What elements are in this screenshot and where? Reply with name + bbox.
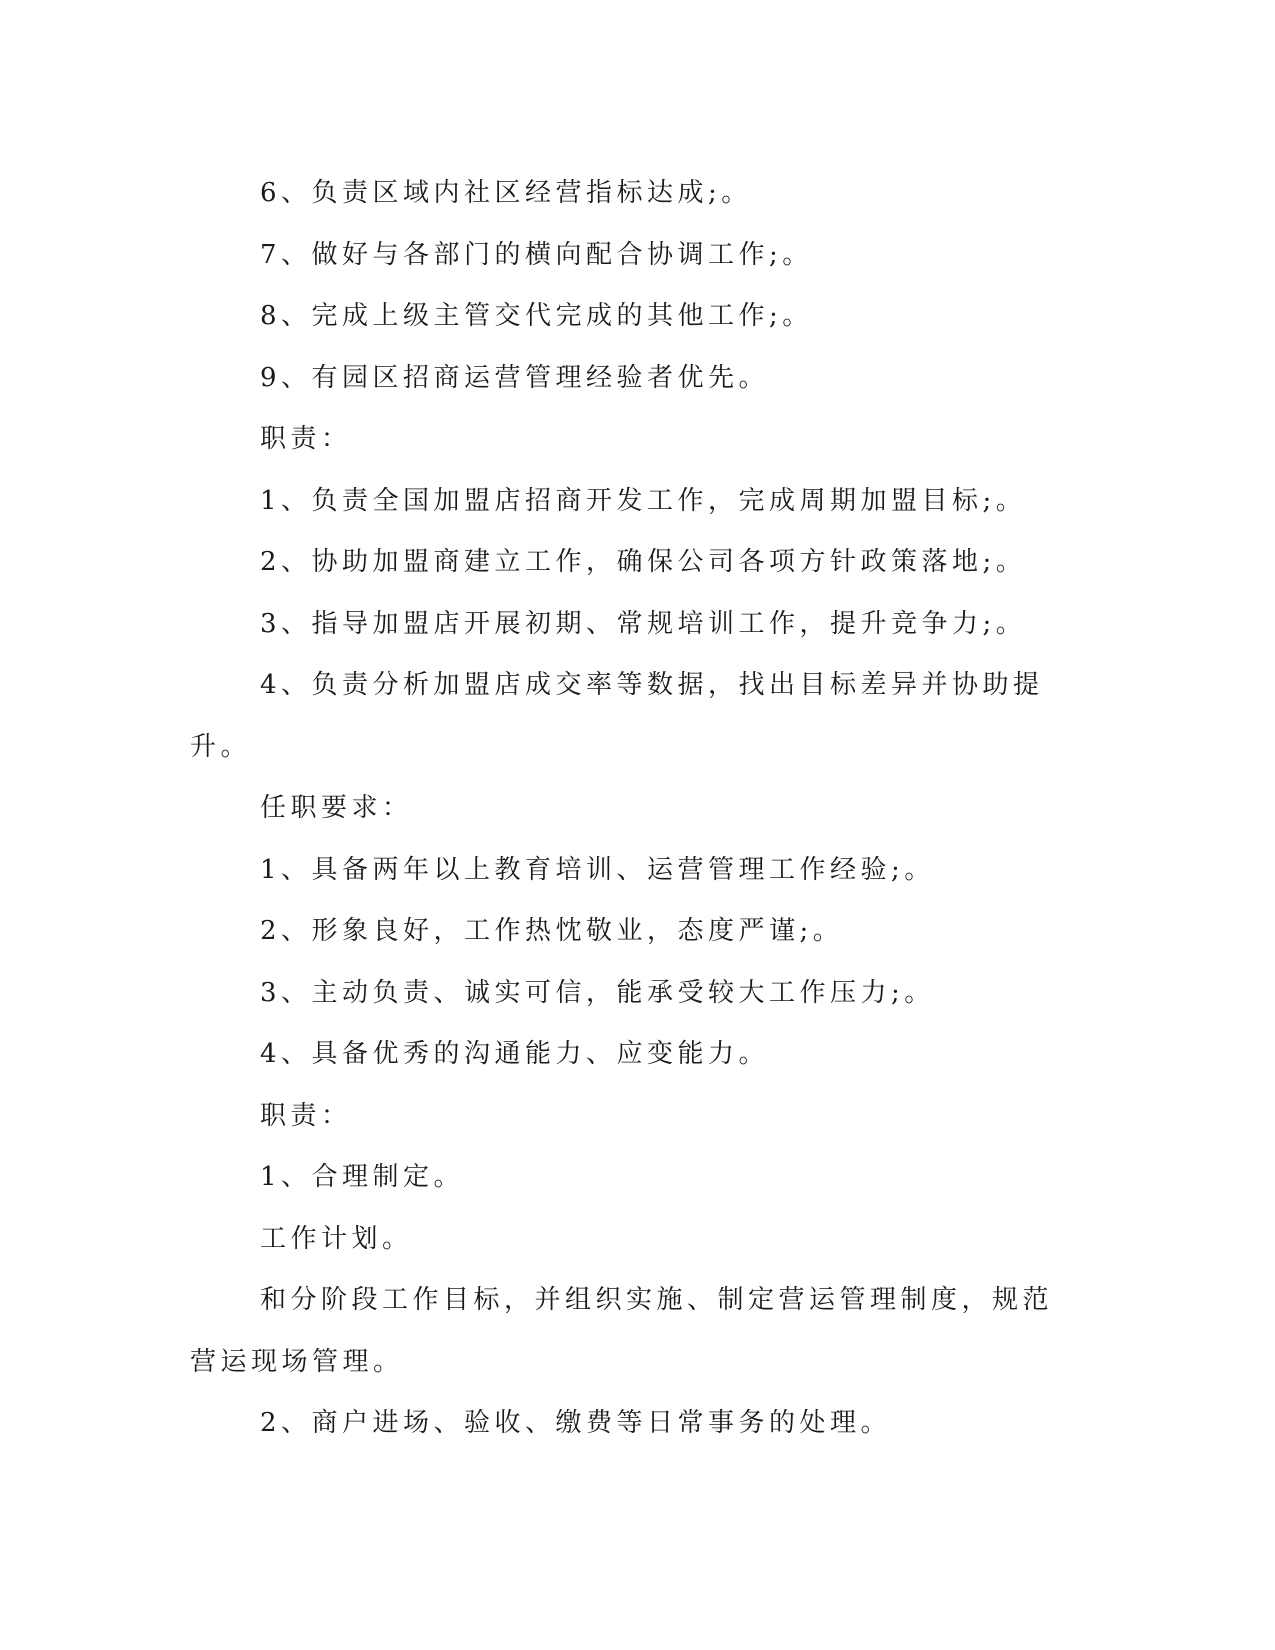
list-item: 3、指导加盟店开展初期、常规培训工作，提升竞争力;。	[260, 608, 1027, 639]
document-body	[190, 163, 1070, 1455]
section-heading: 职责：	[260, 1100, 352, 1131]
list-item: 8、完成上级主管交代完成的其他工作;。	[260, 301, 813, 331]
list-item: 1、合理制定。	[260, 1162, 465, 1192]
body-paragraph: 工作计划。	[260, 1223, 413, 1254]
list-item: 1、负责全国加盟店招商开发工作，完成周期加盟目标;。	[260, 485, 1027, 516]
list-item: 6、负责区域内社区经营指标达成;。	[260, 178, 752, 208]
list-item: 4、具备优秀的沟通能力、应变能力。	[260, 1039, 770, 1069]
body-paragraph: 和分阶段工作目标，并组织实施、制定营运管理制度，规范营运现场管理。	[190, 1285, 1054, 1377]
list-item: 2、形象良好，工作热忱敬业，态度严谨;。	[260, 916, 844, 946]
list-item: 7、做好与各部门的横向配合协调工作;。	[260, 239, 813, 270]
list-item: 2、商户进场、验收、缴费等日常事务的处理。	[260, 1408, 892, 1438]
list-item: 3、主动负责、诚实可信，能承受较大工作压力;。	[260, 977, 935, 1008]
list-item: 2、协助加盟商建立工作，确保公司各项方针政策落地;。	[260, 547, 1027, 577]
list-item: 1、具备两年以上教育培训、运营管理工作经验;。	[260, 854, 935, 885]
section-heading: 职责：	[260, 424, 352, 454]
list-item: 4、负责分析加盟店成交率等数据，找出目标差异并协助提升。	[190, 670, 1044, 762]
list-item: 9、有园区招商运营管理经验者优先。	[260, 362, 770, 393]
section-heading: 任职要求：	[260, 793, 413, 823]
